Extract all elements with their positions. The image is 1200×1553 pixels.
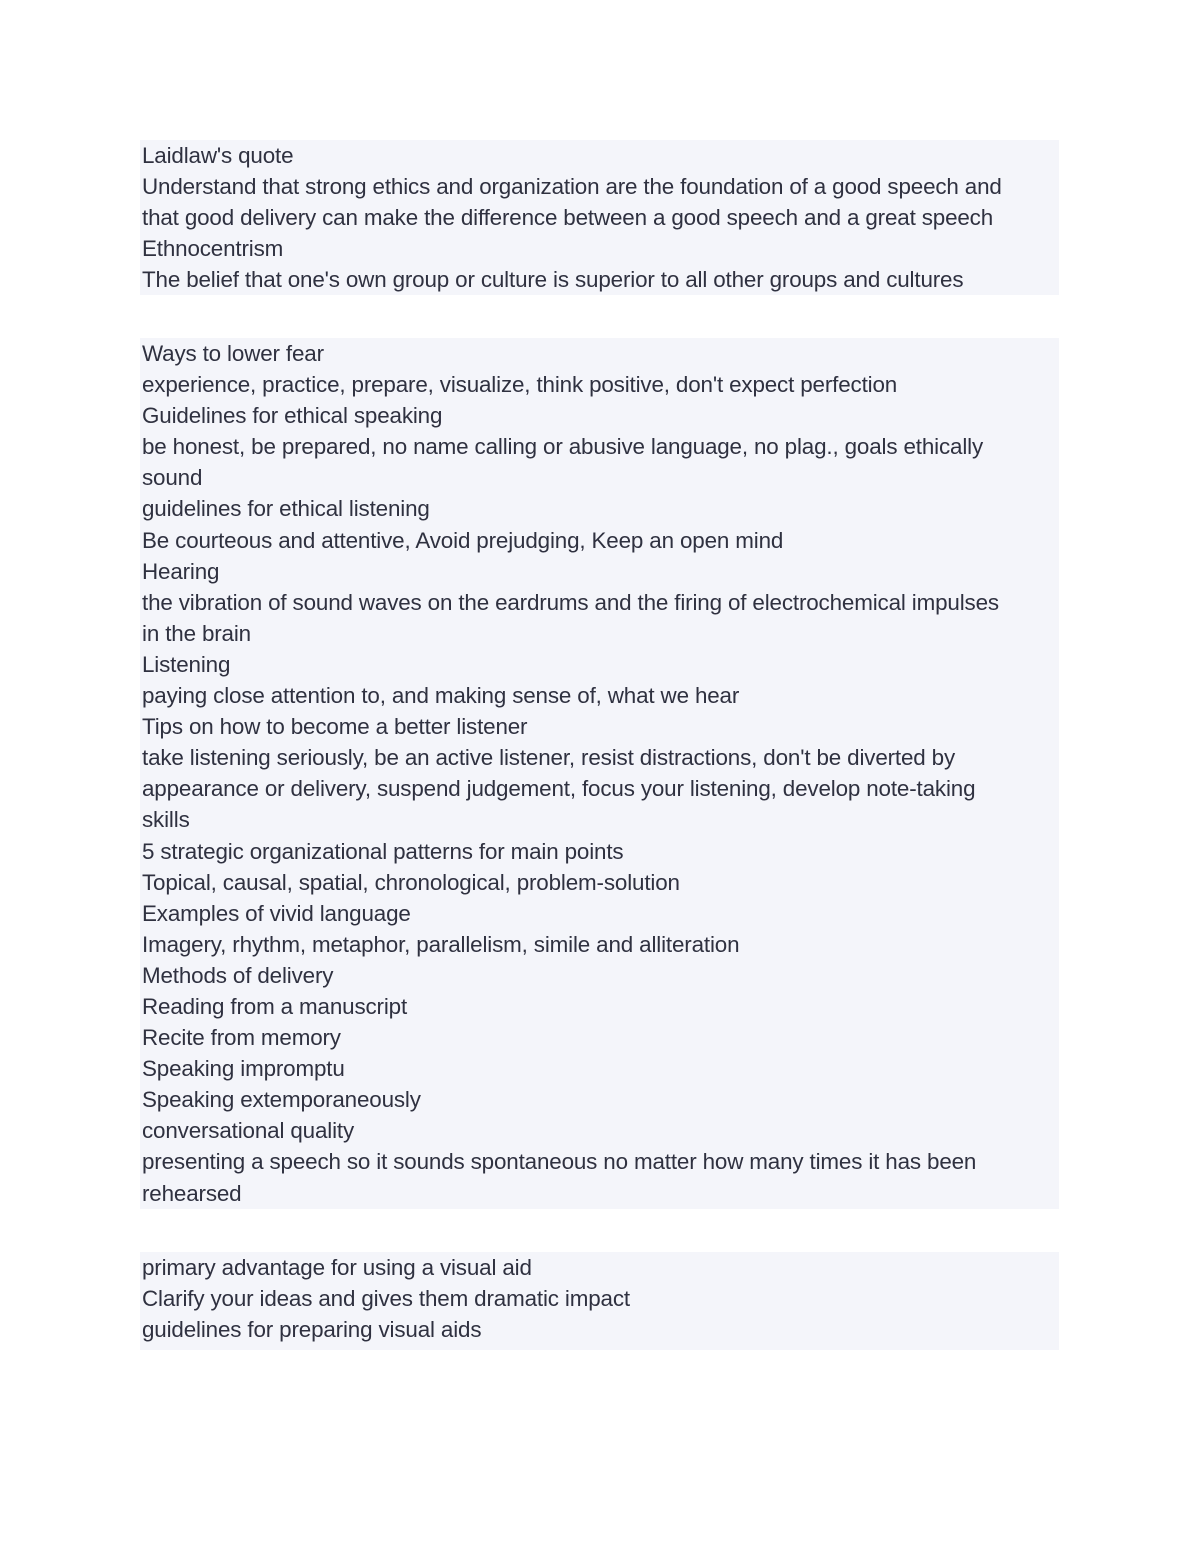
text-block-1 [140,140,1059,295]
text-line: guidelines for ethical listening [142,496,430,522]
text-line: Speaking extemporaneously [142,1087,421,1113]
text-line: Clarify your ideas and gives them dramatic impact [142,1286,630,1312]
text-line: Methods of delivery [142,962,334,988]
text-line: that good delivery can make the difference between a good speech and a great speech [142,205,994,231]
text-line: The belief that one's own group or culture is superior to all other groups and cultures [142,267,964,293]
text-line: Reading from a manuscript [142,993,408,1019]
text-line: presenting a speech so it sounds spontaneous no matter how many times it has been [142,1149,977,1175]
text-line: conversational quality [142,1118,355,1144]
text-line: Tips on how to become a better listener [142,714,528,740]
text-line: Hearing [142,558,220,584]
text-line: Imagery, rhythm, metaphor, parallelism, simile and alliteration [142,931,740,957]
text-line: skills [142,807,190,833]
text-line: Examples of vivid language [142,900,411,926]
text-line: rehearsed [142,1180,242,1206]
text-line: Be courteous and attentive, Avoid prejudging, Keep an open mind [142,527,784,553]
text-line: Speaking impromptu [142,1056,345,1082]
text-line: paying close attention to, and making sense of, what we hear [142,683,740,709]
text-line: guidelines for preparing visual aids [142,1317,482,1343]
text-block-3 [140,1252,1059,1350]
text-line: Ethnocentrism [142,236,284,262]
text-line: primary advantage for using a visual aid [142,1255,532,1280]
text-line: Guidelines for ethical speaking [142,403,443,429]
text-line: sound [142,465,203,491]
text-line: Understand that strong ethics and organization are the foundation of a good speech and [142,174,1002,200]
text-line: the vibration of sound waves on the eardrums and the firing of electrochemical impulses [142,589,999,615]
text-line: experience, practice, prepare, visualize, think positive, don't expect perfection [142,372,898,398]
text-line: Laidlaw's quote [142,143,294,168]
text-line: Topical, causal, spatial, chronological, problem-solution [142,869,680,895]
text-line: 5 strategic organizational patterns for main points [142,838,624,864]
text-line: Ways to lower fear [142,341,324,366]
text-line: in the brain [142,620,251,646]
text-line: appearance or delivery, suspend judgement, focus your listening, develop note-taking [142,776,976,802]
text-block-2 [140,338,1059,1209]
text-line: Recite from memory [142,1025,341,1051]
text-line: Listening [142,651,231,677]
text-line: be honest, be prepared, no name calling or abusive language, no plag., goals ethically [142,434,984,460]
text-line: take listening seriously, be an active listener, resist distractions, don't be diverted by [142,745,956,771]
